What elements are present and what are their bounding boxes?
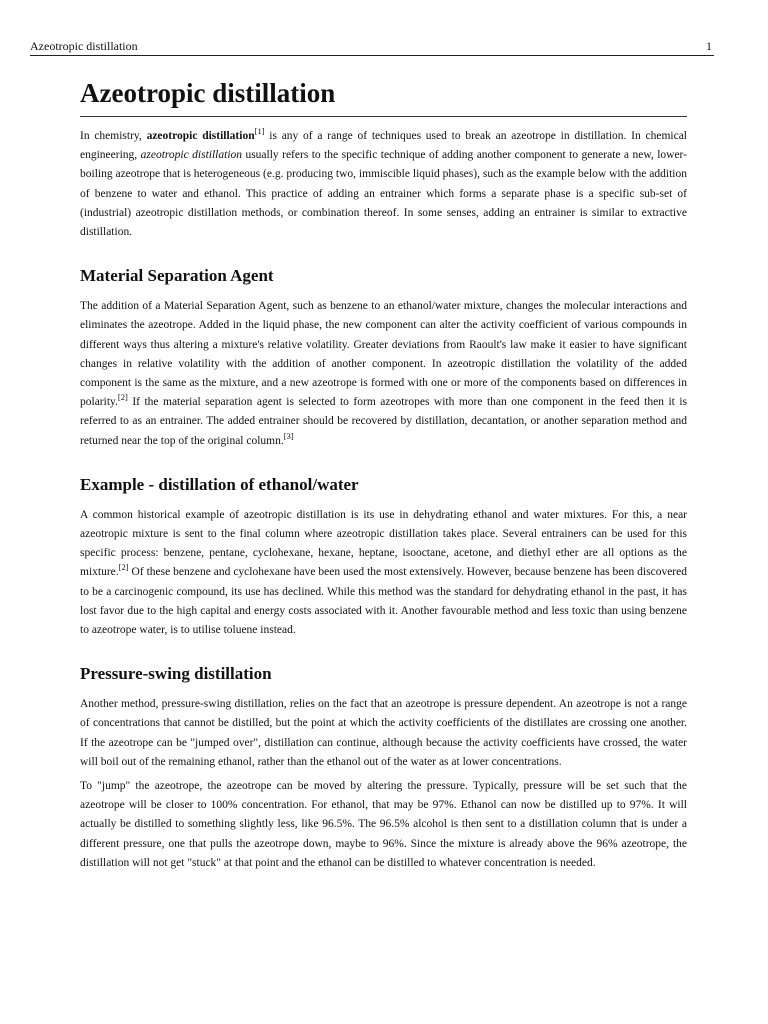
article-title: Azeotropic distillation [80, 76, 687, 117]
citation-ref-2[interactable]: [2] [117, 392, 128, 403]
section-heading-example: Example - distillation of ethanol/water [80, 474, 359, 494]
msa-paragraph [80, 297, 687, 451]
page-number: 1 [706, 39, 712, 53]
section-heading-pressure-swing: Pressure-swing distillation [80, 664, 272, 684]
intro-paragraph [80, 127, 687, 242]
example-text-b: Of these benzene and cyclohexane have been used the most extensively. However, because benzene has been discovered to be a carcinogenic compound, its use has declined. While this method was the standard for dehydrating ethanol in the past, it has lost favor due to the high capital and energy costs associated with it. Another favourable method and less toxic than using benzene to azeotrope water, is to utilise toluene instead. [80, 566, 687, 637]
citation-ref-2b[interactable]: [2] [118, 562, 129, 573]
pressure-paragraph-2: To "jump" the azeotrope, the azeotrope can be moved by altering the pressure. Typically, pressure will be set such that the azeotrope will be closer to 100% concentration. For ethanol, that may be 97%. Ethanol can now be distilled up to 97%. It will actually be distilled to something slightly less, like 96.5%. The 96.5% alcohol is then sent to a distillation column that is under a different pressure, one that pulls the azeotrope down, maybe to 96%. Since the mixture is already above the 96% azeotrope, the distillation will not get "stuck" at that point and the ethanol can be distilled to whatever concentration is needed. [80, 780, 687, 869]
running-header-title: Azeotropic distillation [30, 39, 138, 53]
article-body [80, 76, 687, 873]
intro-text-c: usually refers to the specific technique of adding another component to generate a new, lower-boiling azeotrope that is heterogeneous (e.g. producing two, immiscible liquid phases), such as the example below with the addition of benzene to water and ethanol. This practice of adding an entrainer which forms a separate phase is a specific sub-set of (industrial) azeotropic distillation methods, or combination thereof. In some senses, adding an entrainer is similar to extractive distillation. [80, 149, 687, 239]
running-header [30, 37, 714, 56]
citation-ref-1[interactable]: [1] [254, 126, 265, 136]
intro-italic-term: azeotropic distillation [140, 149, 243, 162]
example-text-a: A common historical example of azeotropic distillation is its use in dehydrating ethanol and water mixtures. For this, a near azeotropic mixture is sent to the final column where azeotropic distillation takes place. Several entrainers can be used for this specific process: benzene, pentane, cyclohexane, hexane, heptane, isooctane, acetone, and diethyl ether are all options as the mixture. [80, 508, 687, 579]
msa-text-b: If the material separation agent is selected to form azeotropes with more than one component in the feed then it is referred to as an entrainer. The added entrainer should be recovered by distillation, decantation, or another separation method and returned near the top of the original column. [80, 396, 687, 447]
intro-bold-term: azeotropic distillation [146, 130, 255, 142]
intro-text-a: In chemistry, [80, 130, 147, 142]
pressure-paragraph-1: Another method, pressure-swing distillation, relies on the fact that an azeotrope is pressure dependent. An azeotrope is not a range of concentrations that cannot be distilled, but the point at which the activity coefficients of the distillates are crossing one another. If the azeotrope can be "jumped over", distillation can continue, although because the activity coefficients have crossed, the water will boil out of the remaining ethanol, rather than the ethanol out of the water as at lower concentrations. [80, 698, 687, 768]
citation-ref-3[interactable]: [3] [283, 430, 294, 441]
intro-text-b: is any of a range of techniques used to break an azeotrope in distillation. In chemical engineering, [80, 130, 688, 162]
msa-text-a: The addition of a Material Separation Agent, such as benzene to an ethanol/water mixture, changes the molecular interactions and eliminates the azeotrope. Added in the liquid phase, the new component can alter the activity coefficient of various compounds in different ways thus altering a mixture's relative volatility. Greater deviations from Raoult's law make it easier to have significant changes in relative volatility with the addition of another component. In azeotropic distillation the volatility of the added component is the same as the mixture, and a new azeotrope is formed with one or more of the components based on differences in polarity. [80, 300, 687, 409]
example-paragraph [80, 506, 687, 640]
section-heading-material-separation-agent: Material Separation Agent [80, 266, 274, 286]
